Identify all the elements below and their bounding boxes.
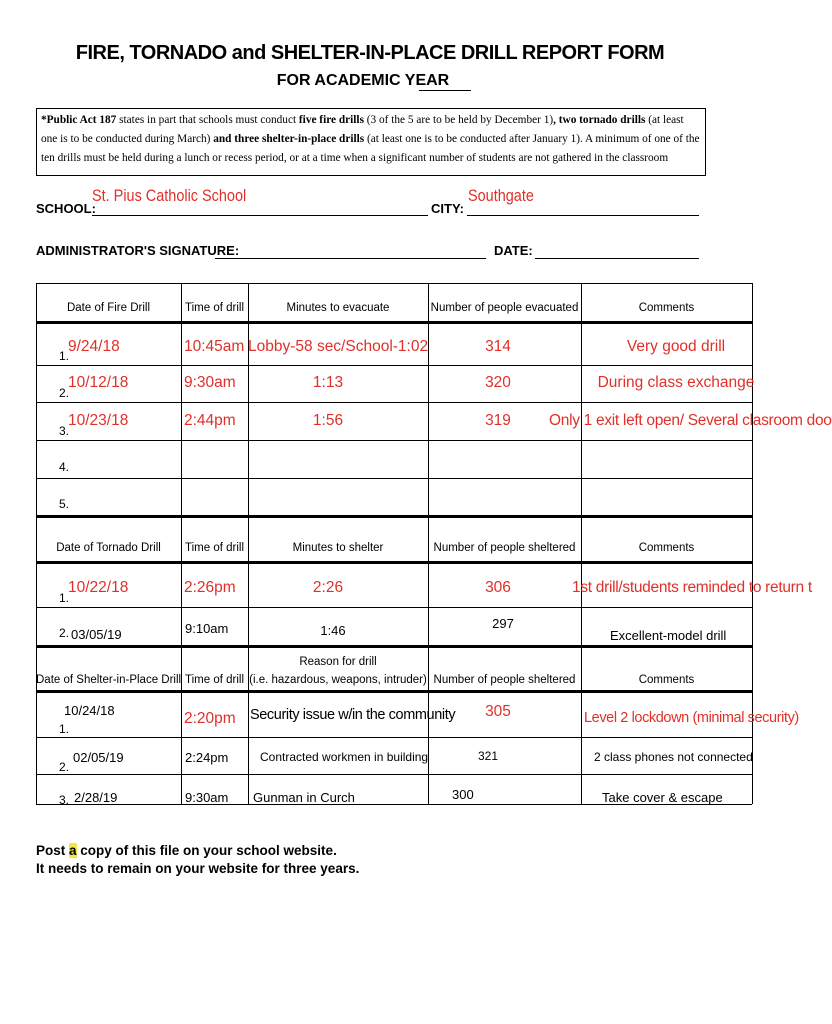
fire-minutes[interactable]: 1:13 bbox=[312, 374, 344, 391]
shelter-header-reason: Reason for drill bbox=[299, 656, 377, 668]
row-number: 2. bbox=[59, 760, 70, 774]
fire-header-date: Date of Fire Drill bbox=[66, 302, 151, 314]
shelter-people[interactable]: 305 bbox=[485, 703, 511, 720]
fire-date[interactable]: 9/24/18 bbox=[68, 338, 120, 355]
tornado-minutes[interactable]: 2:26 bbox=[312, 579, 344, 596]
row-number: 1. bbox=[59, 722, 70, 736]
row-number: 1. bbox=[59, 349, 70, 363]
tornado-time[interactable]: 2:26pm bbox=[184, 579, 236, 596]
fire-header-time: Time of drill bbox=[185, 302, 244, 314]
academic-year-blank[interactable] bbox=[419, 90, 471, 91]
fire-comments[interactable]: Only 1 exit left open/ Several clasroom doo bbox=[549, 412, 832, 429]
fire-header-comments: Comments bbox=[638, 302, 695, 314]
shelter-time[interactable]: 2:24pm bbox=[185, 750, 229, 765]
shelter-reason[interactable]: Contracted workmen in building bbox=[260, 750, 429, 764]
city-line bbox=[467, 215, 699, 216]
fire-header-minutes: Minutes to evacuate bbox=[286, 302, 390, 314]
fire-comments[interactable]: Very good drill bbox=[626, 338, 726, 355]
row-number: 5. bbox=[59, 497, 70, 511]
shelter-header-comments: Comments bbox=[638, 674, 695, 686]
fire-header-people: Number of people evacuated bbox=[430, 302, 579, 314]
shelter-time[interactable]: 9:30am bbox=[185, 790, 229, 805]
footer-line-2: It needs to remain on your website for three years. bbox=[36, 861, 360, 876]
shelter-header-date: Date of Shelter-in-Place Drill bbox=[36, 674, 182, 686]
shelter-date[interactable]: 10/24/18 bbox=[64, 703, 115, 718]
date-label: DATE: bbox=[494, 243, 533, 258]
fire-date[interactable]: 10/12/18 bbox=[68, 374, 129, 391]
tornado-people[interactable]: 306 bbox=[485, 579, 511, 596]
form-title: FIRE, TORNADO and SHELTER-IN-PLACE DRILL REPORT FORM bbox=[75, 42, 665, 64]
row-number: 3. bbox=[59, 793, 70, 807]
school-label: SCHOOL: bbox=[36, 201, 96, 216]
shelter-people[interactable]: 321 bbox=[477, 749, 499, 763]
shelter-reason[interactable]: Security issue w/in the community bbox=[250, 707, 456, 723]
shelter-comments[interactable]: 2 class phones not connected bbox=[594, 750, 753, 764]
shelter-header-time: Time of drill bbox=[185, 674, 244, 686]
tornado-header-people: Number of people sheltered bbox=[433, 542, 576, 554]
signature-line[interactable] bbox=[215, 258, 486, 259]
school-line bbox=[92, 215, 428, 216]
fire-time[interactable]: 10:45am bbox=[184, 338, 245, 355]
shelter-date[interactable]: 2/28/19 bbox=[74, 790, 118, 805]
tornado-date[interactable]: 10/22/18 bbox=[68, 579, 129, 596]
tornado-comments[interactable]: Excellent-model drill bbox=[610, 628, 727, 643]
fire-people[interactable]: 319 bbox=[485, 412, 511, 429]
tornado-minutes[interactable]: 1:46 bbox=[320, 623, 346, 638]
tornado-date[interactable]: 03/05/19 bbox=[71, 627, 122, 642]
shelter-header-people: Number of people sheltered bbox=[433, 674, 576, 686]
shelter-date[interactable]: 02/05/19 bbox=[73, 750, 124, 765]
shelter-time[interactable]: 2:20pm bbox=[184, 710, 236, 727]
footer-line-1: Post a copy of this file on your school website. bbox=[36, 843, 337, 858]
date-line[interactable] bbox=[535, 258, 699, 259]
public-act-notice: *Public Act 187 states in part that schools must conduct five fire drills (3 of the 5 are to be held by December 1), two tornado drills (at least one is to be conducted during March) and three shelter-in-place drills (at least one is to be conducted after January 1). A minimum of one of the ten drills must be held during a lunch or recess period, or at a time when a significant number of students are not gathered in the classroom bbox=[36, 108, 706, 176]
fire-people[interactable]: 314 bbox=[485, 338, 511, 355]
signature-label: ADMINISTRATOR'S SIGNATURE: bbox=[36, 243, 240, 258]
tornado-header-time: Time of drill bbox=[185, 542, 244, 554]
school-value[interactable]: St. Pius Catholic School bbox=[92, 186, 247, 205]
fire-time[interactable]: 9:30am bbox=[184, 374, 236, 391]
form-subtitle: FOR ACADEMIC YEAR bbox=[276, 72, 450, 89]
tornado-header-minutes: Minutes to shelter bbox=[292, 542, 384, 554]
shelter-people[interactable]: 300 bbox=[452, 787, 474, 802]
row-number: 4. bbox=[59, 460, 70, 474]
shelter-header-reason-hint: (i.e. hazardous, weapons, intruder) bbox=[249, 674, 427, 686]
row-number: 3. bbox=[59, 424, 70, 438]
city-value[interactable]: Southgate bbox=[468, 186, 534, 205]
row-number: 1. bbox=[59, 591, 70, 605]
fire-minutes[interactable]: Lobby-58 sec/School-1:02 bbox=[248, 338, 429, 355]
tornado-header-comments: Comments bbox=[638, 542, 695, 554]
tornado-people[interactable]: 297 bbox=[492, 616, 514, 631]
tornado-comments[interactable]: 1st drill/students reminded to return t bbox=[572, 579, 812, 596]
shelter-reason[interactable]: Gunman in Curch bbox=[253, 790, 355, 805]
tornado-header-date: Date of Tornado Drill bbox=[56, 542, 161, 554]
tornado-time[interactable]: 9:10am bbox=[185, 621, 229, 636]
fire-time[interactable]: 2:44pm bbox=[184, 412, 236, 429]
shelter-comments[interactable]: Level 2 lockdown (minimal security) bbox=[584, 710, 799, 726]
shelter-comments[interactable]: Take cover & escape bbox=[602, 790, 723, 805]
city-label: CITY: bbox=[431, 201, 464, 216]
fire-comments[interactable]: During class exchange bbox=[597, 374, 755, 391]
row-number: 2. bbox=[59, 386, 70, 400]
fire-people[interactable]: 320 bbox=[485, 374, 511, 391]
row-number: 2. bbox=[59, 626, 70, 640]
fire-date[interactable]: 10/23/18 bbox=[68, 412, 129, 429]
fire-minutes[interactable]: 1:56 bbox=[312, 412, 344, 429]
